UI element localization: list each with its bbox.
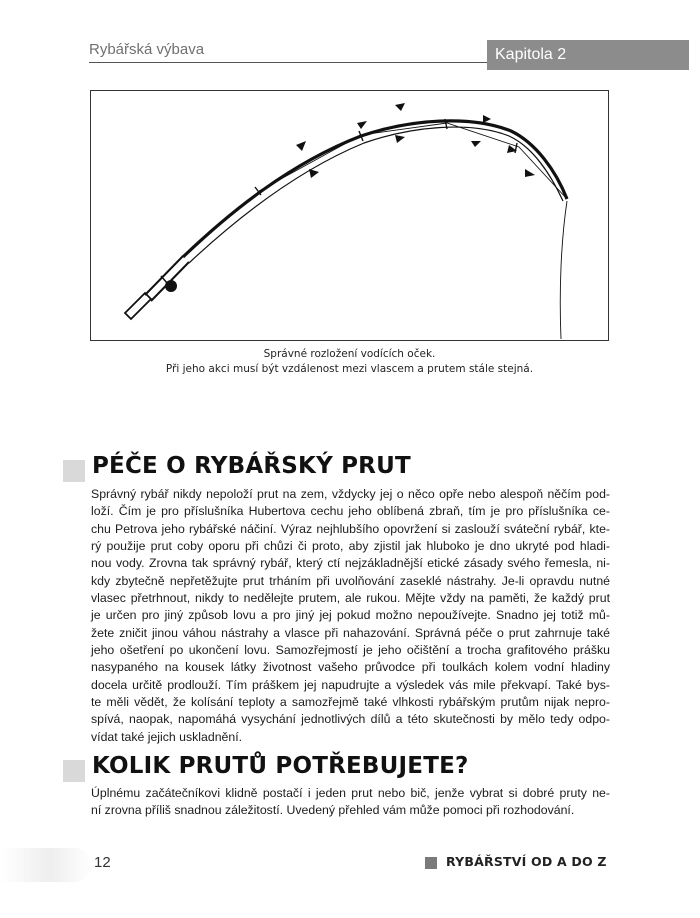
force-arrow-2 — [309, 169, 319, 178]
text-line: žete zničit jinou váhou nástrahy a vlasce při nahazování. Správná péče o prut zahrnuje také — [91, 625, 610, 640]
text-line: vídat také jejich uskladnění. — [91, 729, 243, 744]
force-arrow-3 — [357, 121, 367, 129]
text-line: je určen pro jiný způsob lovu a pro jiný jej pokud možno nepoužívejte. Snadno jej totiž mů- — [91, 608, 610, 623]
text-line: chu Petrova jeho rybářské náčiní. Výraz nejhlubšího opovržení si zaslouží sváteční rybář, kte- — [91, 521, 610, 536]
section-heading: KOLIK PRUTŮ POTŘEBUJETE? — [92, 753, 469, 779]
section-marker — [63, 460, 85, 482]
force-arrow-9 — [525, 169, 535, 177]
reel-seat — [161, 276, 167, 283]
rod-butt — [145, 256, 189, 301]
rod-guide-4 — [515, 143, 517, 153]
chapter-tab: Kapitola 2 — [487, 40, 689, 70]
rod-blank-lower — [189, 127, 563, 263]
text-line: Úplnému začátečníkovi klidně postačí i jeden prut nebo bič, jenže vybrat si dobré pruty ne- — [91, 786, 610, 800]
line-to-water — [560, 201, 567, 339]
text-line: spívá, naopak, napomáhá vysychání jednotlivých dílů a této skutečnosti by mělo tedy odpo- — [91, 712, 610, 727]
caption-line-2: Při jeho akci musí být vzdálenost mezi vlascem a prutem stále stejná. — [165, 363, 534, 375]
force-arrow-5 — [395, 135, 405, 143]
section-paragraph — [91, 785, 610, 820]
section-heading: PÉČE O RYBÁŘSKÝ PRUT — [92, 453, 411, 479]
text-line: docela určitě prodlouží. Tím práškem jej napudrujte a výsledek vás mile překvapí. Také bys- — [91, 677, 610, 692]
section-paragraph — [91, 486, 610, 746]
fishing-line — [259, 123, 567, 199]
page-number: 12 — [94, 854, 111, 871]
fishing-rod-illustration — [91, 91, 610, 342]
rod-blank — [183, 121, 567, 257]
text-line: jeho ošetření po ukončení lovu. Samozřejmostí je jeho očištění a trocha grafitového prášku — [91, 643, 610, 658]
text-line: te měli vědět, že kolísání teploty a samozřejmě také vlhkosti rybářským prutům nijak nepro- — [91, 695, 610, 710]
text-line: loží. Čím je pro příslušníka Hubertova cechu jeho oblíbená zbraň, tím je pro příslušníka ce- — [91, 504, 610, 519]
header-rule — [89, 62, 487, 63]
text-line: nou vody. Zrovna tak správný rybář, který ctí nejzákladnější etické zásady svého řemesla, ni- — [91, 556, 610, 571]
text-line: nasypaného na kousek látky životnost vašeho průvodce při toulkách kolem vodní hladiny — [91, 660, 610, 675]
text-line: Správný rybář nikdy nepoloží prut na zem, vždycky jej o něco opře nebo alespoň něčím pod- — [91, 487, 610, 501]
footer-marker — [425, 857, 437, 869]
text-line: rý použije prut coby oporu při chůzi či proto, aby zjistil jak hluboko je dno ukryté pod hladi- — [91, 539, 610, 554]
text-line: kdy zbytečně nepřetěžujte prut trháním při uvolňování zaseklé nástrahy. Je-li opravdu nutné — [91, 573, 610, 588]
rod-handle — [125, 293, 151, 319]
book-title: RYBÁŘSTVÍ OD A DO Z — [446, 854, 607, 869]
footer-decoration — [0, 848, 92, 882]
force-arrow-4 — [395, 103, 405, 111]
figure-caption — [90, 347, 609, 377]
force-arrow-7 — [471, 141, 481, 147]
section-marker — [63, 760, 85, 782]
force-arrow-6 — [483, 115, 491, 123]
fishing-rod-figure — [90, 90, 609, 341]
text-line: vlasec přetrhnout, nikdy to nedělejte prutem, ale rukou. Mějte vždy na paměti, že každý prut — [91, 591, 610, 606]
caption-line-1: Správné rozložení vodících oček. — [263, 348, 436, 360]
running-header-section: Rybářská výbava — [89, 41, 205, 58]
force-arrow-1 — [296, 141, 306, 151]
text-line: ní zrovna příliš snadnou záležitostí. Uvedený přehled vám může pomoci při rozhodování. — [91, 803, 575, 818]
